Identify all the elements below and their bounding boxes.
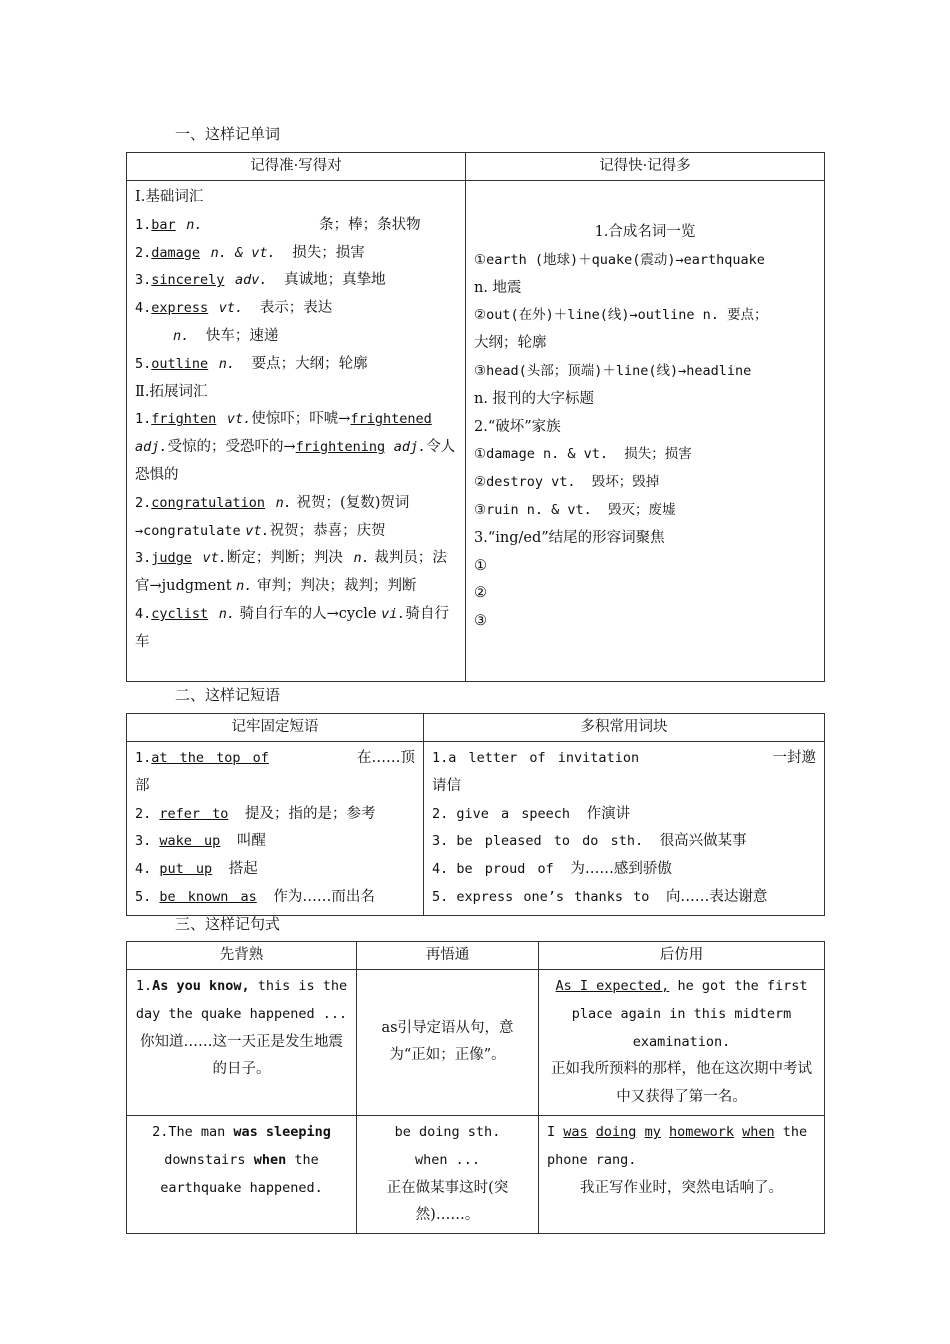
ext-vocab-item: 1.frighten vt.使惊吓；吓唬→frightened adj.受惊的；受恐吓的→frightening adj.令人恐惧的 (135, 411, 456, 483)
memo-line: ①damage n. & vt. 损失；损害 (474, 446, 692, 463)
phrase-item: 3. wake up 叫醒 (135, 833, 266, 850)
basic-vocab-title: Ⅰ.基础词汇 (135, 189, 204, 205)
sentence-table (126, 941, 825, 1234)
sentence-header-imitate: 后仿用 (539, 942, 825, 970)
sentence-2-original: 2.The man was sleeping downstairs when the earthquake happened. (127, 1115, 357, 1233)
memo-line: 3.“ing/ed”结尾的形容词聚焦 (474, 529, 665, 546)
vocab-item: 4.express vt. 表示；表达 (135, 300, 333, 317)
vocab-header-right: 记得快·记得多 (466, 153, 825, 181)
section-title-sentences: 三、这样记句式 (175, 915, 281, 933)
vocab-item: 5.outline n. 要点；大纲；轮廓 (135, 355, 368, 372)
phrase-item-cont: 部 (135, 777, 150, 794)
memo-line: ② (474, 585, 487, 602)
memo-line: ③head(头部；顶端)＋line(线)→headline (474, 362, 752, 379)
vocab-header-left: 记得准·写得对 (127, 153, 466, 181)
sentence-1-imitation: As I expected, he got the first place again in this midterm examination. 正如我所预料的那样，他在这次期中考试中又获得了第一名。 (539, 970, 825, 1116)
sentence-header-recite: 先背熟 (127, 942, 357, 970)
vocab-item: 3.sincerely adv. 真诚地；真挚地 (135, 272, 386, 289)
memo-line: ①earth (地球)＋quake(震动)→earthquake (474, 251, 765, 268)
chunk-item: 2. give a speech 作演讲 (432, 805, 631, 822)
sentence-2-imitation: I was doing my homework when the phone rang. 我正写作业时，突然电话响了。 (539, 1115, 825, 1233)
phrase-table (126, 713, 825, 916)
sentence-1-explanation: as引导定语从句，意为“正如；正像”。 (357, 970, 539, 1116)
ext-vocab-item: 3.judge vt.断定；判断；判决 n. 裁判员；法官→judgment n. 审判；判决；裁判；判断 (135, 550, 447, 595)
sentence-2-explanation: be doing sth. when ... 正在做某事这时(突然)……。 (357, 1115, 539, 1233)
phrase-item: 4. put up 搭起 (135, 861, 258, 878)
vocab-right-cell (466, 181, 825, 682)
memo-line: ②out(在外)＋line(线)→outline n. 要点； (474, 307, 768, 324)
vocab-item: n. 快车；速递 (173, 327, 279, 344)
memo-line: ① (474, 557, 487, 574)
sentence-header-understand: 再悟通 (357, 942, 539, 970)
memo-line: ③ruin n. & vt. 毁灭；废墟 (474, 501, 676, 518)
memo-line: 1.合成名词一览 (594, 224, 696, 240)
phrase-item: 2. refer to 提及；指的是；参考 (135, 805, 376, 822)
section-title-phrases: 二、这样记短语 (175, 686, 281, 704)
chunk-item: 5. express one’s thanks to 向……表达谢意 (432, 888, 768, 905)
vocab-item: 1.bar n. 条；棒；条状物 (135, 216, 421, 233)
memo-line: ③ (474, 613, 487, 630)
memo-line: 大纲；轮廓 (474, 335, 547, 352)
memo-line: n. 报刊的大字标题 (474, 390, 595, 407)
phrase-header-right: 多积常用词块 (424, 714, 825, 742)
chunk-item: 3. be pleased to do sth. 很高兴做某事 (432, 833, 747, 850)
memo-line: 2.“破坏”家族 (474, 418, 561, 435)
phrase-item: 1.at the top of 在……顶 (135, 750, 415, 766)
vocab-table (126, 152, 825, 682)
chunk-item: 1.a letter of invitation 一封邀 (432, 750, 816, 766)
chunk-item: 4. be proud of 为……感到骄傲 (432, 861, 672, 878)
phrase-left-cell (127, 742, 424, 916)
ext-vocab-item: 4.cyclist n. 骑自行车的人→cycle vi.骑自行车 (135, 605, 449, 650)
vocab-item: 2.damage n. & vt. 损失；损害 (135, 244, 365, 261)
ext-vocab-item: 2.congratulation n. 祝贺；(复数)贺词 →congratulate vt.祝贺；恭喜；庆贺 (135, 494, 410, 539)
phrase-item: 5. be known as 作为……而出名 (135, 888, 375, 905)
memo-line: n. 地震 (474, 279, 522, 296)
sentence-1-original: 1.As you know, this is the day the quake happened ... 你知道……这一天正是发生地震的日子。 (127, 970, 357, 1116)
phrase-right-cell (424, 742, 825, 916)
extended-vocab-title: Ⅱ.拓展词汇 (135, 383, 208, 400)
phrase-header-left: 记牢固定短语 (127, 714, 424, 742)
section-title-words: 一、这样记单词 (175, 125, 281, 143)
memo-line: ②destroy vt. 毁坏；毁掉 (474, 474, 660, 491)
chunk-item-cont: 请信 (432, 777, 461, 794)
vocab-left-cell (127, 181, 466, 682)
